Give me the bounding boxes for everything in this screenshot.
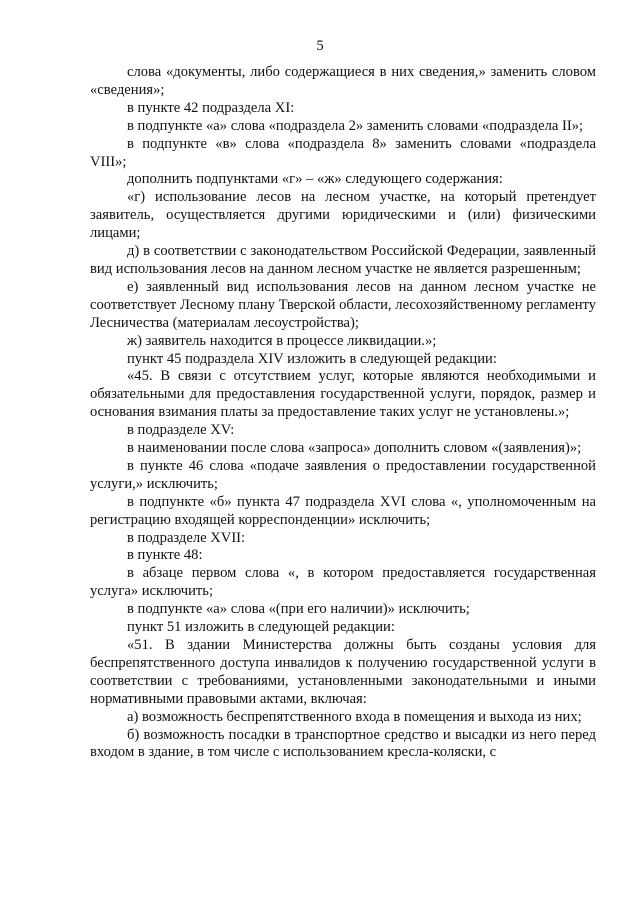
paragraph-20: пункт 51 изложить в следующей редакции: [127,619,395,636]
page-number: 5 [316,38,324,54]
paragraph-18: в абзаце первом слова «, в котором предоставляется государственная услуга» исключить; [90,565,596,600]
paragraph-10: пункт 45 подраздела XIV изложить в следующей редакции: [127,350,497,367]
paragraph-1: слова «документы, либо содержащиеся в них сведения,» заменить словом «сведения»; [90,64,596,98]
paragraph-16: в подразделе XVII: [127,529,246,546]
paragraph-22: а) возможность беспрепятственного входа в помещения и выхода из них; [127,708,582,725]
paragraph-6: «г) использование лесов на лесном участке, на который претендует заявитель, осуществляется другими юридическими и (или) физическими лицами; [90,189,596,242]
document-body [90,64,596,762]
paragraph-5: дополнить подпунктами «г» – «ж» следующего содержания: [127,171,503,188]
paragraph-21: «51. В здании Министерства должны быть созданы условия для беспрепятственного доступа инвалидов к получению государственной услуги в соответствии с требованиями, установленными законодательными и иными нормативными правовыми актами, включая: [90,637,596,707]
paragraph-8: е) заявленный вид использования лесов на данном лесном участке не соответствует Лесному плану Тверской области, лесохозяйственному регламенту Лесничества (материалам лесоустройства); [90,278,596,331]
paragraph-7: д) в соответствии с законодательством Российской Федерации, заявленный вид использования лесов на данном лесном участке не является разрешенным; [90,243,596,277]
paragraph-13: в наименовании после слова «запроса» дополнить словом «(заявления)»; [127,440,582,457]
paragraph-12: в подразделе XV: [127,422,235,439]
paragraph-17: в пункте 48: [127,547,203,564]
paragraph-19: в подпункте «а» слова «(при его наличии)» исключить; [127,601,470,618]
paragraph-23: б) возможность посадки в транспортное средство и высадки из него перед входом в здание, в том числе с использованием кресла-коляски, с [90,726,596,761]
paragraph-15: в подпункте «б» пункта 47 подраздела XVI слова «, уполномоченным на регистрацию входящей корреспонденции» исключить; [90,493,596,528]
paragraph-3: в подпункте «а» слова «подраздела 2» заменить словами «подраздела II»; [127,117,584,134]
paragraph-11: «45. В связи с отсутствием услуг, которые являются необходимыми и обязательными для предоставления государственной услуги, порядок, размер и основания взимания платы за предоставление таких услуг не установлены.»; [90,368,596,421]
paragraph-4: в подпункте «в» слова «подраздела 8» заменить словами «подраздела VIII»; [90,135,596,170]
paragraph-14: в пункте 46 слова «подаче заявления о предоставлении государственной услуги,» исключить; [90,457,596,492]
paragraph-2: в пункте 42 подраздела XI: [127,99,295,116]
paragraph-9: ж) заявитель находится в процессе ликвидации.»; [127,332,437,349]
